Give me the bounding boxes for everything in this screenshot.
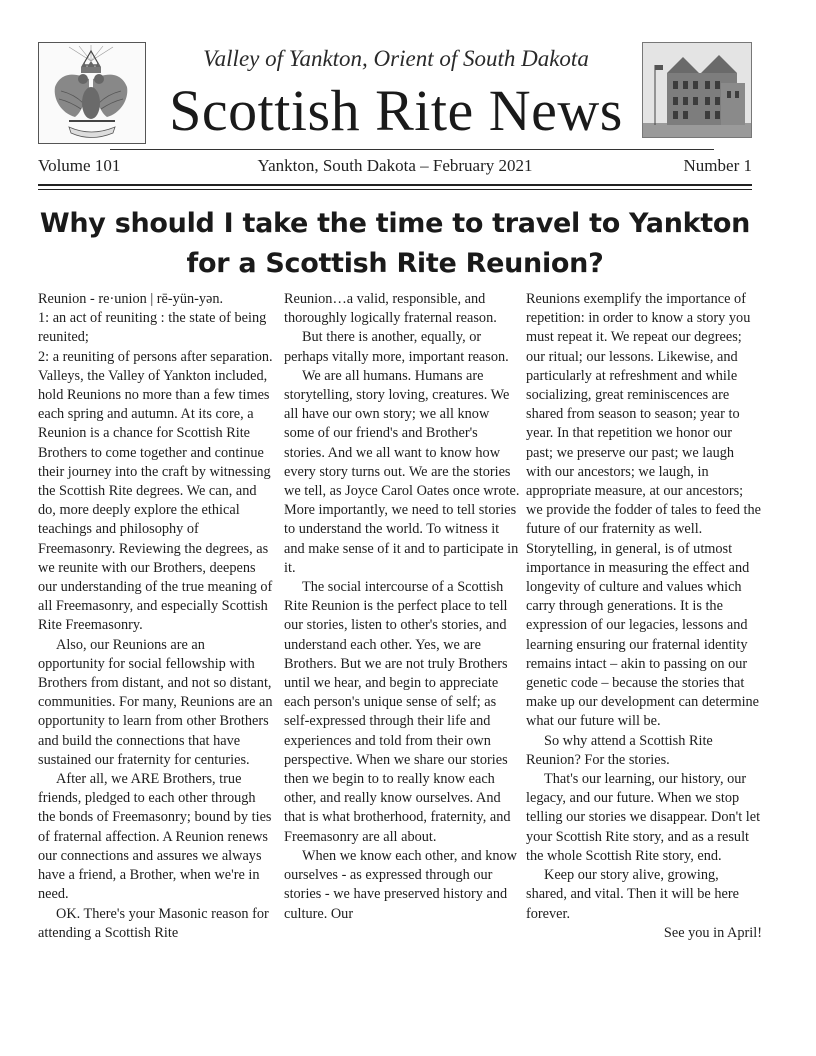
masthead-rule <box>110 149 714 150</box>
double-headed-eagle-logo <box>38 42 146 144</box>
article-paragraph: See you in April! <box>663 924 762 941</box>
header-divider-top <box>38 184 752 186</box>
article-paragraph: 1: an act of reuniting : the state of being reunited; <box>38 310 267 346</box>
temple-building-photo <box>642 42 752 138</box>
article-column-3 <box>526 290 762 943</box>
article-paragraph: Keep our story alive, growing, shared, and vital. Then it will be here forever. <box>526 867 739 922</box>
article-paragraph: We are all humans. Humans are storytelling, story loving, creatures. We all have our own story; we all know some of our friend's and Brother's stories. And we all want to know how every story turns out. We are the stories we tell, as Joyce Carol Oates once wrote. More importantly, we need to tell stories to understand the world. To witness it and make sense of it and to participate in it. <box>284 367 520 576</box>
article-paragraph: Valleys, the Valley of Yankton included, hold Reunions no more than a few times each spring and autumn. At its core, a Reunion is a chance for Scottish Rite Brothers to come together and continue their journey into the craft by witnessing the Scottish Rite degrees. We can, and do, more deeply explore the ethical teachings and philosophy of Freemasonry. Reviewing the degrees, as we reunite with our Brothers, deepens our understanding of the true meaning of all Freemasonry, and especially Scottish Rite Freemasonry. <box>38 367 273 634</box>
eagle-emblem-icon <box>39 43 144 142</box>
issue-number: Number 1 <box>683 156 752 175</box>
article-paragraph: Reunions exemplify the importance of repetition: in order to know a story you must repeat it. We repeat our degrees; our ritual; our lessons. Likewise, and particularly at refreshment and while socializing, great reminiscences are shared from season to season; year to year. In that repetition we honor our past; we preserve our past; we laugh with our ancestors; we laugh, in appropriate measure, at our ancestors; we provide the fodder of tales to feed the future of our fraternity as well. Storytelling, in general, is of utmost importance in measuring the effect and longevity of culture and values which carry through generations. It is the expression of our legacies, lessons and learning ensuring our fraternal identity remains intact – akin to passing on our genetic code – because the stories that make up our development can determine what our future will be. <box>526 291 762 730</box>
article-paragraph: Reunion - re·union | rē-yün-yən. <box>38 291 224 307</box>
header-divider-bottom <box>38 189 752 190</box>
article-column-2 <box>284 290 520 924</box>
article-column-1 <box>38 290 274 943</box>
article-paragraph: The social intercourse of a Scottish Rite Reunion is the perfect place to tell our stories, listen to other's stories, and understand each other. Yes, we are Brothers. But we are not truly Brothers until we hear, and begin to appreciate each person's unique sense of self; as self-expressed through their life and experiences and told from their own perspective. When we share our stories then we begin to to really know each other, and really know ourselves. And that is what brotherhood, fraternity, and Freemasonry are all about. <box>284 579 511 845</box>
dateline: Yankton, South Dakota – February 2021 <box>257 156 533 175</box>
article-paragraph: Reunion…a valid, responsible, and thoroughly logically fraternal reason. <box>284 291 497 327</box>
article-paragraph: After all, we ARE Brothers, true friends, pledged to each other through the bonds of Freemasonry; bound by ties of fraternal affection. A Reunion renews our connections and assures we always have a friend, a Brother, when we're in need. <box>38 771 272 903</box>
valley-orient-subtitle: Valley of Yankton, Orient of South Dakota <box>203 46 589 71</box>
article-paragraph: So why attend a Scottish Rite Reunion? For the stories. <box>526 732 713 768</box>
article-paragraph: Also, our Reunions are an opportunity for social fellowship with Brothers from distant, and not so distant, communities. For many, Reunions are an opportunity to learn from other Brothers and build the connections that have sustained our fraternity for centuries. <box>38 636 273 768</box>
newsletter-title: Scottish Rite News <box>169 78 623 143</box>
article-paragraph: 2: a reuniting of persons after separation. <box>38 348 273 365</box>
article-paragraph: OK. There's your Masonic reason for attending a Scottish Rite <box>38 905 269 941</box>
article-paragraph: When we know each other, and know ourselves - as expressed through our stories - we have preserved history and culture. Our <box>284 847 517 922</box>
article-paragraph: That's our learning, our history, our legacy, and our future. When we stop telling our stories we disappear. Don't let your Scottish Rite story, and as a result the whole Scottish Rite story, end. <box>526 771 761 864</box>
volume-label: Volume 101 <box>38 156 121 175</box>
article-headline: Why should I take the time to travel to Yankton for a Scottish Rite Reunion? <box>39 208 751 279</box>
building-photo-icon <box>643 43 752 138</box>
issue-info-row <box>38 156 752 180</box>
article-paragraph: But there is another, equally, or perhaps vitally more, important reason. <box>284 329 509 365</box>
masthead <box>38 42 752 146</box>
